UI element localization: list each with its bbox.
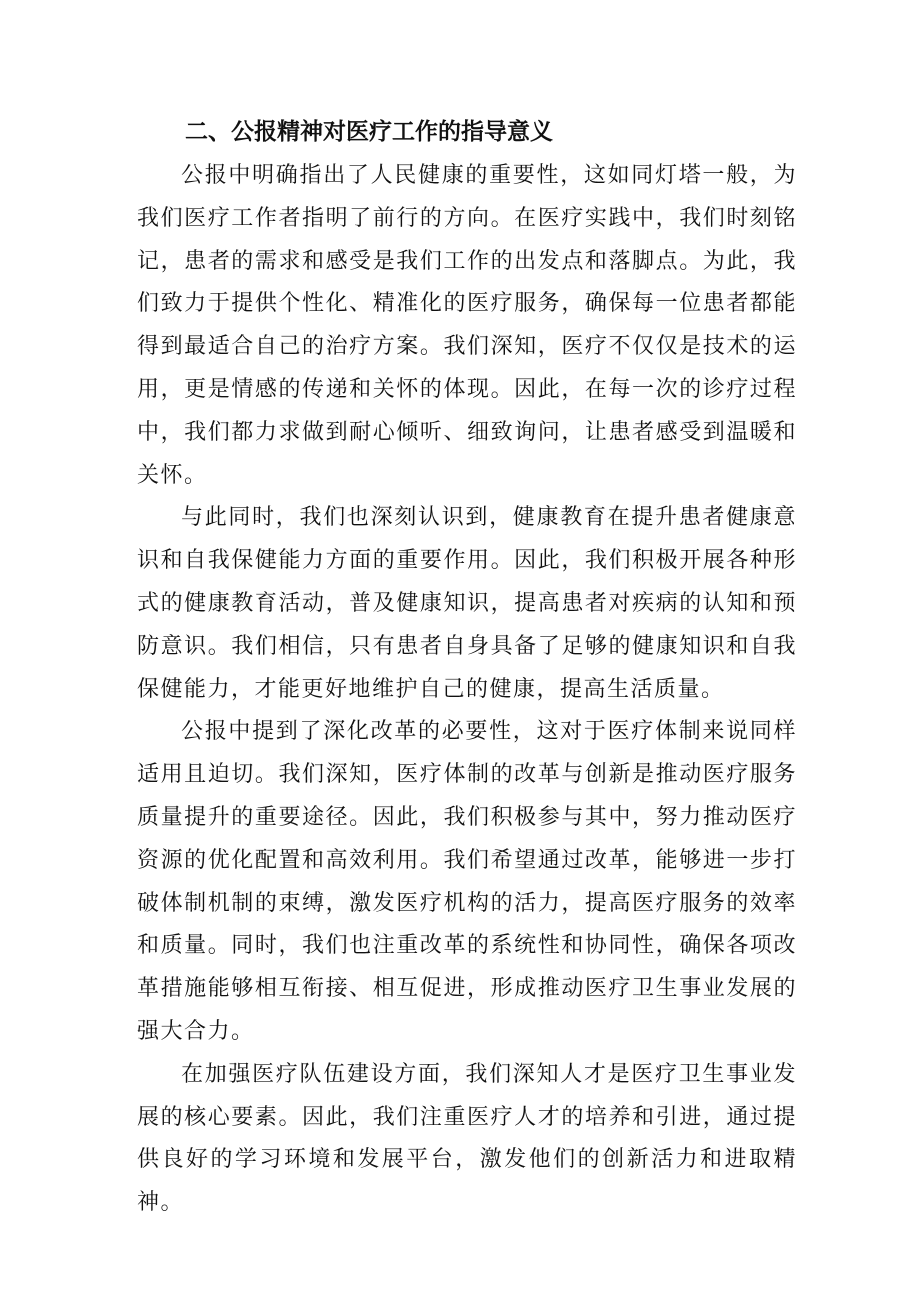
paragraph-3: 公报中提到了深化改革的必要性，这对于医疗体制来说同样适用且迫切。我们深知，医疗体制的改革与创新是推动医疗服务质量提升的重要途径。因此，我们积极参与其中，努力推动医疗资源的优化配置和高效利用。我们希望通过改革，能够进一步打破体制机制的束缚，激发医疗机构的活力，提高医疗服务的效率和质量。同时，我们也注重改革的系统性和协同性，确保各项改革措施能够相互衔接、相互促进，形成推动医疗卫生事业发展的强大合力。	[137, 719, 797, 1044]
paragraph-1: 公报中明确指出了人民健康的重要性，这如同灯塔一般，为我们医疗工作者指明了前行的方向。在医疗实践中，我们时刻铭记，患者的需求和感受是我们工作的出发点和落脚点。为此，我们致力于提供个性化、精准化的医疗服务，确保每一位患者都能得到最适合自己的治疗方案。我们深知，医疗不仅仅是技术的运用，更是情感的传递和关怀的体现。因此，在每一次的诊疗过程中，我们都力求做到耐心倾听、细致询问，让患者感受到温暖和关怀。	[137, 163, 797, 488]
section-heading: 二、公报精神对医疗工作的指导意义	[185, 119, 553, 145]
paragraph-4: 在加强医疗队伍建设方面，我们深知人才是医疗卫生事业发展的核心要素。因此，我们注重医疗人才的培养和引进，通过提供良好的学习环境和发展平台，激发他们的创新活力和进取精神。	[137, 1061, 797, 1216]
paragraph-2: 与此同时，我们也深刻认识到，健康教育在提升患者健康意识和自我保健能力方面的重要作用。因此，我们积极开展各种形式的健康教育活动，普及健康知识，提高患者对疾病的认知和预防意识。我们相信，只有患者自身具备了足够的健康知识和自我保健能力，才能更好地维护自己的健康，提高生活质量。	[137, 505, 797, 702]
document-body	[137, 155, 797, 1225]
